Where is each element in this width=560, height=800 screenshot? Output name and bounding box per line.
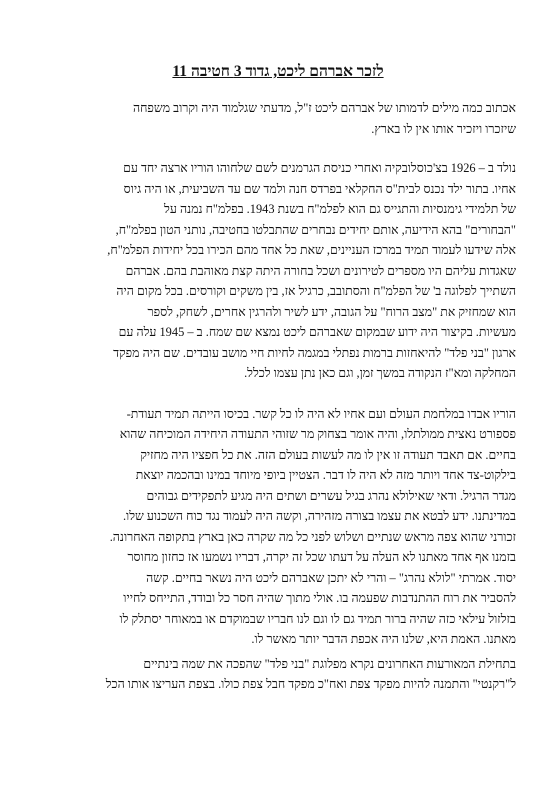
paragraph-biography <box>40 158 516 384</box>
text-line: מאתנו. האמת היא, שלנו היה אכפת הדבר יותר מאשר לו. <box>251 632 516 646</box>
text-line: בזמנו אף אחד מאתנו לא העלה על דעתו שכל זה יקרה, דבריו נשמעו אז כחזון מחוסר <box>127 550 516 564</box>
text-line: אלה שידעו לעמוד תמיד במרכז העניינים, שאת כל אחד מהם הכירו בכל יחידות הפלמ"ח, <box>107 243 516 257</box>
text-line: הוריו אבדו במלחמת העולם ועם אחיו לא היה לו כל קשר. בכיסו הייתה תמיד תעודת- <box>126 406 516 421</box>
page-title: לזכר אברהם ליכט, גדוד 3 חטיבה 11 <box>172 63 384 80</box>
text-line: ל"רקנטי" והתמנה להיות מפקד צפת ואח"כ מפקד חבל צפת כולו. בצפת העריצו אותו הכל <box>105 677 516 691</box>
text-line: בחיים. אם תאבד תעודה זו אין לו מה לעשות בעולם הזה. את כל חפציו היה מחזיק <box>140 447 516 462</box>
text-line: אכתוב כמה מילים לדמותו של אברהם ליכט ז"ל, מדעתי שגלמוד היה וקרוב משפחה <box>132 101 516 115</box>
text-line: אחיו. בתור ילד נכנס לבית"ס החקלאי בפרדס חנה ולמד שם עד השביעית, או היה גיוס <box>123 181 516 196</box>
text-line: נולד ב – 1926 בצ'כוסלובקיה ואחרי כניסת הגרמנים לשם שלחוהו הוריו ארצה יחד עם <box>123 161 516 175</box>
text-line: פספורט נאצית ממולתלו, והיה אומר בצחוק מר שזוהי התעודה היחידה המוכיחה שהוא <box>119 427 516 441</box>
text-line: ארגון "בני פלד" להיאחזות ברמות נפתלי במגמה לחיות חיי מושב עובדים. שם היה מפקד <box>113 345 516 360</box>
paragraph-intro <box>40 98 516 139</box>
text-line: בילקוט-צד אחד ויותר מזה לא היה לו דבר. הצטיין ביופי מיוחד במינו ובהכמה יוצאת <box>135 468 516 482</box>
text-line: של תלמידי גימנסיות והתגייס גם הוא לפלמ"ח בשנת 1943. בפלמ"ח נמנה על <box>164 202 516 216</box>
text-line: בתחילת המאורעות האחרונים נקרא מפלוגת "בני פלד" שהפכה את שמה בינתיים <box>143 656 516 671</box>
text-line: זכורני שהוא צפה מראש שנתיים ושלוש לפני כל מה שקרה כאן בארץ בתקופה האחרונה. <box>109 529 516 544</box>
text-line: השתייך לפלוגה ב' של הפלמ"ח והסתובב, כרגיל אז, בין משקים וקורסים. בכל מקום היה <box>116 284 516 298</box>
text-line: שיזכרו ויזכיר אותו אין לו בארץ. <box>371 121 516 136</box>
text-line: "הבחורים" בהא הידיעה, אותם יחידים נבחרים שהתבלטו בחטיבה, נותני הטון בפלמ"ח, <box>115 222 516 237</box>
text-line: הוא שמחזיק את "מצב הרוח" על הגובה, ידע לשיר ולהרגין אחרים, לשחק, לספר <box>147 304 516 319</box>
text-line: בזלזול עילאי כזה שהיה ברור תמיד גם לו וגם לנו חבריו שבמוקדם או במאוחר יסתלק לו <box>119 611 516 626</box>
text-line: שאגדות עליהם היו מספרים לטירונים ושכל בחורה היתה קצת מאוהבת בהם. אברהם <box>125 263 516 278</box>
text-line: יסוד. אמרתי "לולא נהרג" – והרי לא יתכן שאברהם ליכט היה נשאר בחיים. קשה <box>146 570 516 585</box>
text-line: להסביר את רוח ההתנדבות שפעמה בו. אולי מתוך שהיה חסר כל ובודד, התייחס לחייו <box>123 591 516 605</box>
text-line: במדינתנו. ידע לבטא את עצמו בצורה מזהירה, וקשה היה לעמוד נגד כוח השכנוע שלו. <box>122 509 516 523</box>
text-line: המחלקה ומא"ז הנקודה במשך זמן, וגם כאן נתן עצמו לכלל. <box>244 366 516 380</box>
text-line: מגדר הרגיל. ודאי שאילולא נהרג בגיל עשרים ושתים היה מגיע לתפקידים גבוהים <box>146 488 516 503</box>
text-line: מעשיות. בקיצור היה ידוע שבמקום שאברהם ליכט נמצא שם שמח. ב – 1945 עלה עם <box>118 325 516 339</box>
paragraph-character <box>40 404 516 650</box>
paragraph-events <box>40 654 516 695</box>
